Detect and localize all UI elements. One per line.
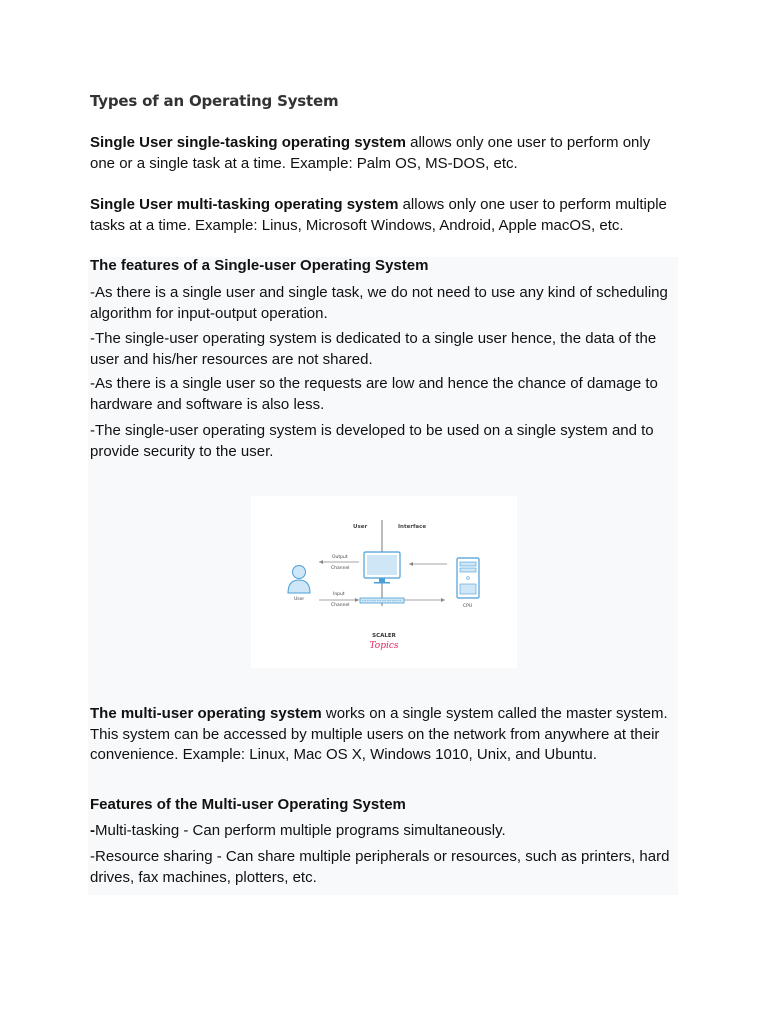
multi-user-desc-line2: This system can be accessed by multiple users on the network from anywhere at their xyxy=(90,725,660,743)
feature-line: drives, fax machines, plotters, etc. xyxy=(90,868,317,886)
single-user-feature-item xyxy=(90,421,680,462)
multi-user-paragraph xyxy=(90,704,680,766)
monitor-icon xyxy=(364,552,400,584)
output-arrow-head xyxy=(319,560,323,564)
cpu-label: CPU xyxy=(463,604,473,609)
feature-text: Multi-tasking - Can perform multiple programs simultaneously. xyxy=(95,822,506,839)
user-icon xyxy=(288,566,310,594)
output-label: Output xyxy=(332,555,348,560)
single-tasking-paragraph xyxy=(90,133,680,174)
brand-logo-bottom: Topics xyxy=(369,641,399,651)
diagram-svg xyxy=(251,496,517,668)
single-user-features-title: The features of a Single-user Operating System xyxy=(90,257,429,274)
input-channel-label: Channel xyxy=(331,603,350,608)
feature-line: algorithm for input-output operation. xyxy=(90,304,328,322)
page-title: Types of an Operating System xyxy=(90,92,339,110)
multi-tasking-desc-line2: tasks at a time. Example: Linus, Microsoft Windows, Android, Apple macOS, etc. xyxy=(90,216,624,234)
multi-user-desc-line3: convenience. Example: Linux, Mac OS X, Windows 1010, Unix, and Ubuntu. xyxy=(90,746,597,763)
single-user-feature-item xyxy=(90,329,680,370)
single-tasking-desc-line1: allows only one user to perform only xyxy=(405,134,651,151)
input-label: Input xyxy=(333,592,345,597)
single-tasking-desc-line2: one or a single task at a time. Example: Palm OS, MS-DOS, etc. xyxy=(90,154,518,172)
multi-user-desc-line1: works on a single system called the master system. xyxy=(321,705,668,722)
multi-user-feature-item xyxy=(90,847,680,888)
multi-user-term: The multi-user operating system xyxy=(90,705,322,722)
user-label: User xyxy=(294,597,305,602)
multi-tasking-term: Single User multi-tasking operating system xyxy=(90,196,399,213)
feature-line: hardware and software is also less. xyxy=(90,395,325,413)
feature-line: -The single-user operating system is dedicated to a single user hence, the data of the xyxy=(90,330,657,347)
multi-user-feature-item xyxy=(90,821,680,842)
feature-line: provide security to the user. xyxy=(90,442,274,460)
user-header-label: User xyxy=(353,524,368,530)
single-tasking-term: Single User single-tasking operating system xyxy=(90,134,406,151)
feature-line: -Resource sharing - Can share multiple peripherals or resources, such as printers, hard xyxy=(90,848,670,865)
brand-logo-top: SCALER xyxy=(372,633,396,639)
single-user-os-diagram xyxy=(251,496,517,668)
output-channel-label: Channel xyxy=(331,566,350,571)
feature-line: user and his/her resources are not shared. xyxy=(90,350,373,368)
feature-line: -The single-user operating system is developed to be used on a single system and to xyxy=(90,422,654,439)
input-arrow-head xyxy=(355,598,359,602)
multi-tasking-desc-line1: allows only one user to perform multiple xyxy=(398,196,667,213)
feature-line: -As there is a single user so the requests are low and hence the chance of damage to xyxy=(90,375,658,392)
cpu-to-monitor-arrow-head xyxy=(409,562,413,566)
feature-dash: - xyxy=(90,822,95,839)
keyboard-icon xyxy=(360,598,404,603)
interface-header-label: Interface xyxy=(398,524,427,530)
single-user-feature-item xyxy=(90,283,680,324)
multi-user-features-title: Features of the Multi-user Operating System xyxy=(90,796,406,813)
single-user-feature-item xyxy=(90,374,680,415)
cpu-tower-icon xyxy=(457,558,479,598)
multi-tasking-paragraph xyxy=(90,195,680,236)
feature-line: -As there is a single user and single task, we do not need to use any kind of scheduling xyxy=(90,284,668,301)
keyboard-to-cpu-arrow-head xyxy=(441,598,445,602)
